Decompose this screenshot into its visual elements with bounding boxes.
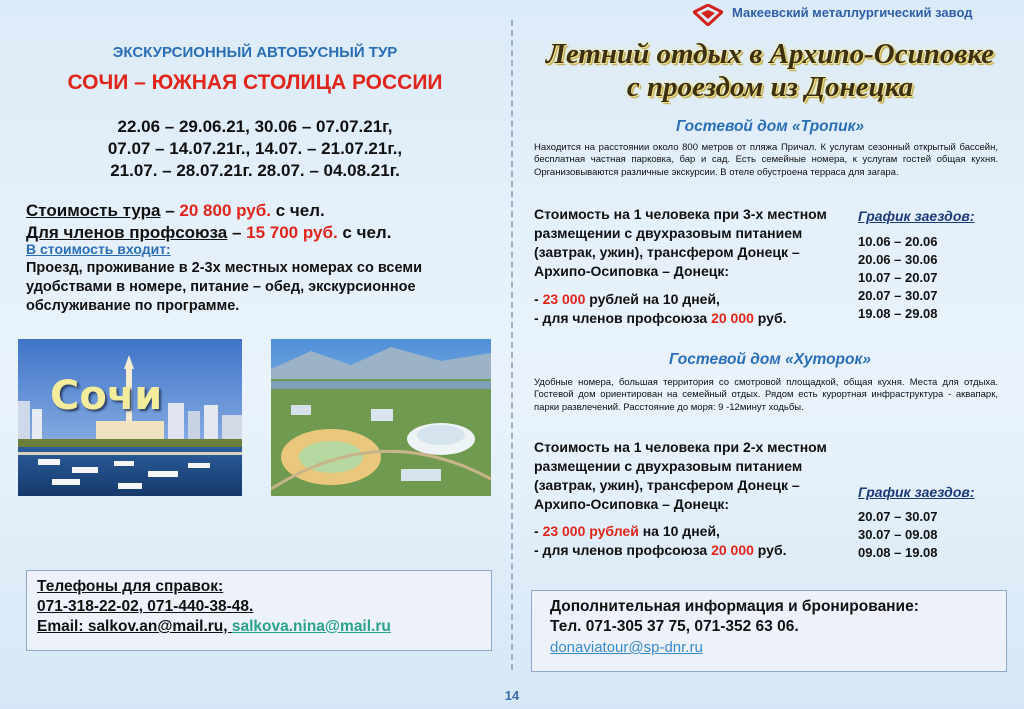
- offer-line: [534, 309, 787, 328]
- includes-text: Проезд, проживание в 2-3х местных номерах со всеми удобствами в номере, питание – обед, экскурсионное обслуживание по программе.: [26, 260, 422, 314]
- offer-value: 23 000: [542, 291, 586, 307]
- tour-dates-line: 22.06 – 29.06.21, 30.06 – 07.07.21г,: [117, 117, 393, 136]
- booking-info-box: [531, 590, 1007, 672]
- schedule-item: 30.07 – 09.08: [858, 527, 938, 542]
- company-logo-image: [693, 4, 723, 26]
- offer-prefix: -: [534, 523, 543, 539]
- schedule-item: 10.07 – 20.07: [858, 270, 938, 285]
- offer-suffix: руб.: [753, 310, 787, 326]
- union-cost-suffix: с чел.: [337, 223, 392, 242]
- contacts-phones: 071-318-22-02, 071-440-38-48.: [37, 598, 254, 615]
- includes-label: В стоимость входит:: [26, 241, 171, 257]
- guesthouse-tropik-schedule-title: График заездов:: [858, 208, 975, 224]
- tour-dates-line: 07.07 – 14.07.21г., 14.07. – 21.07.21г.,: [107, 139, 403, 158]
- union-cost-label: Для членов профсоюза: [26, 223, 228, 242]
- tour-dates: [40, 116, 470, 182]
- contacts-title: Телефоны для справок:: [37, 578, 224, 595]
- olympic-park-photo-image: [271, 339, 491, 496]
- booking-info-phones: Тел. 071-305 37 75, 071-352 63 06.: [550, 618, 799, 635]
- sochi-photo-caption: Сочи: [50, 373, 163, 419]
- tour-cost-value: 20 800 руб.: [179, 201, 271, 220]
- company-name: Макеевский металлургический завод: [732, 5, 973, 20]
- offer-value: 20 000: [711, 542, 754, 558]
- schedule-item: 20.06 – 30.06: [858, 252, 938, 267]
- guesthouse-tropik-description: Находится на расстоянии около 800 метров от пляжа Причал. К услугам сезонный открытый бассейн, бесплатная частная парковка, бар и сад. Есть семейные номера, к услугам гостей общая кухня. Организовываются различные экскурсии. В отеле обустроена терраса для загара.: [534, 142, 998, 178]
- contacts-email-link[interactable]: salkova.nina@mail.ru: [231, 618, 391, 635]
- guesthouse-khutorok-title: Гостевой дом «Хуторок»: [669, 351, 871, 368]
- schedule-item: 20.07 – 30.07: [858, 288, 938, 303]
- schedule-item: 09.08 – 19.08: [858, 545, 938, 560]
- schedule-item: 20.07 – 30.07: [858, 509, 938, 524]
- offer-prefix: - для членов профсоюза: [534, 542, 712, 558]
- olympic-park-photo: [271, 339, 491, 496]
- main-headline-line-2: с проездом из Донецка: [626, 71, 914, 103]
- tour-cost-suffix: с чел.: [270, 201, 325, 220]
- offer-line: [534, 290, 787, 309]
- page-number: 14: [504, 688, 520, 703]
- schedule-item: 10.06 – 20.06: [858, 234, 938, 249]
- guesthouse-khutorok-schedule-title: График заездов:: [858, 484, 975, 500]
- main-headline-line-1: Летний отдых в Архипо-Осиповке: [545, 38, 995, 70]
- tour-cost-line: Стоимость тура – 20 800 руб. с чел.: [26, 201, 325, 220]
- tour-dates-line: 21.07. – 28.07.21г. 28.07. – 04.08.21г.: [110, 161, 400, 180]
- tour-cost-label: Стоимость тура: [26, 201, 161, 220]
- guesthouse-tropik-price-text: Стоимость на 1 человека при 3-х местном размещении с двухразовым питанием (завтрак, ужин), трансфером Донецк – Архипо-Осиповка – Донецк:: [534, 206, 827, 279]
- contacts-email-prefix: Email: salkov.an@mail.ru,: [37, 618, 232, 635]
- column-divider: [511, 20, 513, 670]
- booking-info-title: Дополнительная информация и бронирование:: [550, 598, 919, 615]
- guesthouse-tropik-schedule: [858, 233, 938, 323]
- offer-value: 20 000: [711, 310, 754, 326]
- guesthouse-khutorok-price-text: Стоимость на 1 человека при 2-х местном размещении с двухразовым питанием (завтрак, ужин), трансфером Донецк – Архипо-Осиповка – Донецк:: [534, 439, 827, 512]
- guesthouse-tropik-title: Гостевой дом «Тропик»: [675, 118, 865, 135]
- contacts-box: [26, 570, 492, 651]
- union-cost-value: 15 700 руб.: [246, 223, 338, 242]
- offer-suffix: руб.: [753, 542, 787, 558]
- tour-type-heading: ЭКСКУРСИОННЫЙ АВТОБУСНЫЙ ТУР: [112, 44, 398, 61]
- offer-line: [534, 522, 787, 541]
- offer-prefix: - для членов профсоюза: [534, 310, 712, 326]
- guesthouse-khutorok-offers: [534, 522, 787, 560]
- guesthouse-khutorok-description: Удобные номера, большая территория со смотровой площадкой, общая кухня. Места для отдыха. Гостевой дом ориентирован на семейный отдых. Рядом есть курортная инфраструктура - аквапарк, парки развлечений. Расстояние до моря: 9 -12минут ходьбы.: [534, 377, 998, 413]
- sochi-photo: [18, 339, 242, 496]
- offer-suffix: рублей на 10 дней,: [585, 291, 720, 307]
- offer-suffix: на 10 дней,: [638, 523, 720, 539]
- guesthouse-tropik-offers: [534, 290, 787, 328]
- main-headline: [520, 38, 1020, 104]
- contacts-email-line: [37, 617, 481, 637]
- offer-prefix: -: [534, 291, 543, 307]
- booking-info-link[interactable]: donaviatour@sp-dnr.ru: [550, 639, 703, 656]
- offer-line: [534, 541, 787, 560]
- tour-title: СОЧИ – ЮЖНАЯ СТОЛИЦА РОССИИ: [67, 71, 443, 94]
- company-logo-icon: [693, 4, 723, 26]
- tour-cost-block: [26, 200, 391, 244]
- guesthouse-khutorok-schedule: [858, 508, 938, 562]
- offer-value: 23 000 рублей: [542, 523, 639, 539]
- schedule-item: 19.08 – 29.08: [858, 306, 938, 321]
- union-cost-line: Для членов профсоюза – 15 700 руб. с чел.: [26, 223, 392, 242]
